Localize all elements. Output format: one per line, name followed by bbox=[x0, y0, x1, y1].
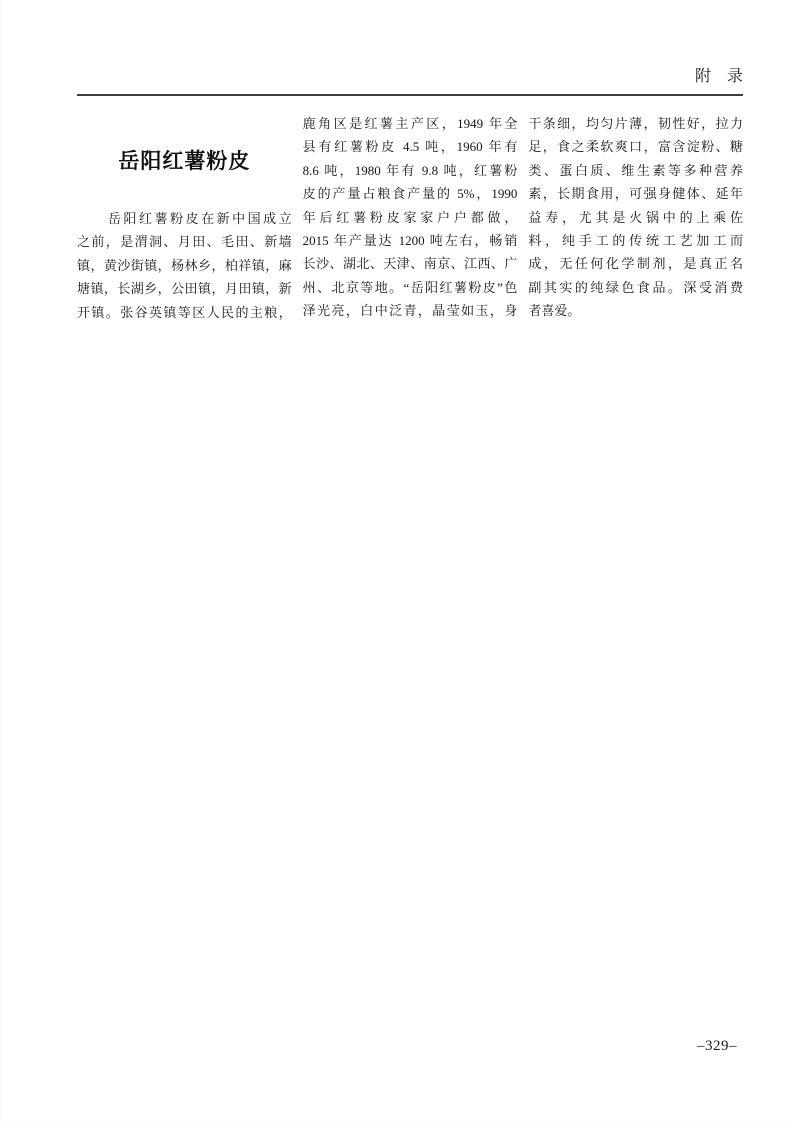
text-line: 岳阳红薯粉皮在新中国成立 bbox=[77, 211, 292, 226]
text-line: 料，纯手工的传统工艺加工而 bbox=[528, 232, 744, 248]
text-line: 2015 年产量达 1200 吨左右，畅销 bbox=[302, 232, 518, 248]
text-line: 足，食之柔软爽口，富含淀粉、糖 bbox=[528, 139, 744, 155]
column-middle bbox=[303, 112, 518, 324]
text-line: 皮的产量占粮食产量的 5%，1990 bbox=[302, 186, 518, 202]
text-line: 素，长期食用，可强身健体、延年 bbox=[528, 186, 744, 202]
page-number: –329– bbox=[697, 1038, 737, 1054]
page-content bbox=[77, 0, 743, 324]
column-middle-text bbox=[303, 112, 518, 323]
column-left-text bbox=[77, 207, 292, 324]
text-line: 8.6 吨，1980 年有 9.8 吨，红薯粉 bbox=[302, 162, 518, 178]
text-line: 镇，黄沙街镇，杨林乡，柏祥镇，麻 bbox=[77, 257, 292, 273]
text-line: 州、北京等地。“岳阳红薯粉皮”色 bbox=[302, 279, 518, 295]
text-line: 长沙、湖北、天津、南京、江西、广 bbox=[302, 256, 518, 272]
text-line: 县有红薯粉皮 4.5 吨，1960 年有 bbox=[302, 139, 518, 155]
text-line: 副其实的纯绿色食品。深受消费 bbox=[528, 279, 744, 295]
text-line: 塘镇，长湖乡，公田镇，月田镇，新 bbox=[77, 281, 292, 297]
column-right-text bbox=[528, 112, 743, 323]
text-line: 益寿，尤其是火锅中的上乘佐 bbox=[528, 209, 744, 225]
text-line: 泽光亮，白中泛青，晶莹如玉，身 bbox=[302, 303, 518, 319]
running-header-title: 附 录 bbox=[694, 68, 743, 85]
column-left bbox=[77, 112, 292, 324]
text-line: 鹿角区是红薯主产区，1949 年全 bbox=[302, 116, 518, 131]
column-right bbox=[528, 112, 743, 324]
text-line: 年后红薯粉皮家家户户都做， bbox=[302, 209, 518, 225]
article-columns bbox=[77, 112, 743, 324]
text-line: 类、蛋白质、维生素等多种营养 bbox=[528, 162, 744, 178]
header-rule bbox=[77, 94, 743, 96]
text-line: 成，无任何化学制剂，是真正名 bbox=[528, 256, 744, 272]
running-header bbox=[77, 0, 743, 88]
text-line: 干条细，均匀片薄，韧性好，拉力 bbox=[528, 116, 744, 131]
text-line: 者喜爱。 bbox=[528, 303, 581, 319]
text-line: 开镇。张谷英镇等区人民的主粮， bbox=[77, 304, 292, 320]
text-line: 之前，是渭洞、月田、毛田、新墙 bbox=[77, 234, 292, 250]
article-title: 岳阳红薯粉皮 bbox=[118, 149, 251, 173]
